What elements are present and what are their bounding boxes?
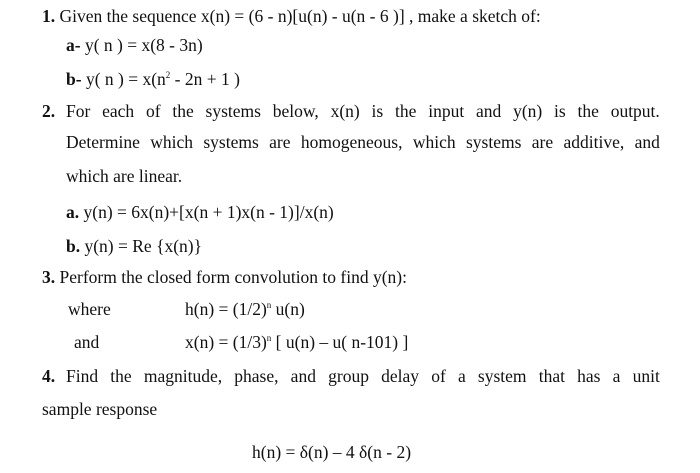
word: output. [610, 101, 660, 121]
q2-a-label: a. [66, 202, 80, 222]
q1-b-label: b- [66, 69, 82, 89]
word: of [431, 366, 446, 386]
word: y(n) [513, 101, 543, 121]
q2-part-a [66, 204, 334, 222]
q3-h-formula [185, 301, 305, 319]
q1-part-b [66, 71, 240, 89]
word: a [457, 366, 466, 386]
q2-b-text: y(n) = Re {x(n)} [84, 236, 203, 256]
word: additive, [563, 132, 625, 152]
word: which [150, 132, 193, 152]
q1-number: 1. [42, 6, 56, 26]
word: unit [632, 366, 660, 386]
q3-x-formula [185, 334, 408, 352]
word: systems [203, 132, 259, 152]
word: of [145, 101, 161, 121]
word: delay [381, 366, 420, 386]
q4-number: 4. [42, 366, 56, 386]
q3-and-label: and [74, 332, 100, 352]
word: x(n) [330, 101, 360, 121]
word: system [477, 366, 527, 386]
q3-x-exponent: n [266, 333, 272, 343]
word: and [475, 101, 502, 121]
word: below, [272, 101, 319, 121]
word: For [66, 101, 91, 121]
word: Find [66, 366, 99, 386]
word: magnitude, [143, 366, 223, 386]
q1-b-text-1: y( n ) = x(n [85, 69, 166, 89]
q1-text: Given the sequence x(n) = (6 - n)[u(n) - u(n - 6 )] , make a sketch of: [59, 6, 541, 26]
word: and [290, 366, 316, 386]
word: that [538, 366, 565, 386]
q1-b-exponent: 2 [165, 70, 171, 80]
word: Determine [66, 132, 140, 152]
q2-part-b [66, 238, 202, 256]
word: group [328, 366, 369, 386]
q2-a-text: y(n) = 6x(n)+[x(n + 1)x(n - 1)]/x(n) [83, 202, 334, 222]
word: is [371, 101, 384, 121]
q3-number: 3. [42, 267, 56, 287]
word: the [110, 366, 132, 386]
q3-h-exponent: n [266, 300, 272, 310]
word: input [428, 101, 465, 121]
q3-where-label: where [68, 299, 111, 319]
word: the [395, 101, 417, 121]
word: phase, [234, 366, 279, 386]
q3-x-text-2: [ u(n) – u( n-101) ] [271, 332, 409, 352]
word: a [612, 366, 621, 386]
word: which [412, 132, 456, 152]
word: are [531, 132, 554, 152]
word: the [577, 101, 599, 121]
word: and [634, 132, 660, 152]
word: systems [465, 132, 522, 152]
q2-number: 2. [42, 101, 56, 121]
q2-line-1 [66, 103, 660, 121]
word: has [577, 366, 601, 386]
q3-h-text-1: h(n) = (1/2) [185, 299, 267, 319]
word: each [102, 101, 135, 121]
q1-b-text-2: - 2n + 1 ) [170, 69, 240, 89]
q2-b-label: b. [66, 236, 81, 256]
word: is [554, 101, 566, 121]
q2-line-2 [66, 134, 660, 152]
word: are [269, 132, 291, 152]
word: systems [205, 101, 261, 121]
q4-line-1 [66, 368, 660, 386]
q3-h-text-2: u(n) [271, 299, 305, 319]
q1-a-label: a- [66, 35, 81, 55]
q3-text: Perform the closed form convolution to find y(n): [59, 267, 407, 287]
q1-heading [42, 8, 541, 26]
q3-x-text-1: x(n) = (1/3) [185, 332, 267, 352]
q1-part-a [66, 37, 203, 55]
q2-line-3: which are linear. [66, 166, 183, 186]
word: homogeneous, [300, 132, 403, 152]
q4-formula: h(n) = δ(n) – 4 δ(n - 2) [252, 442, 412, 462]
q3-heading [42, 269, 407, 287]
word: the [172, 101, 194, 121]
q1-a-text: y( n ) = x(8 - 3n) [84, 35, 203, 55]
q4-line-2: sample response [42, 399, 158, 419]
